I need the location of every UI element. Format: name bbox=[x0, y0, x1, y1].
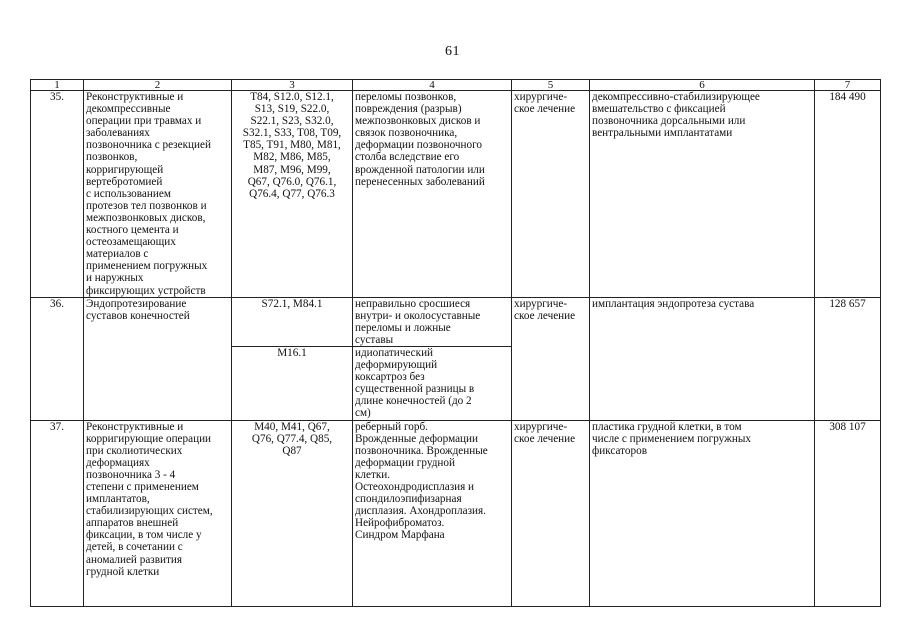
treatment-method: декомпрессивно-стабилизирующее вмешательство с фиксацией позвоночника дорсальными или вентральными имплантатами bbox=[590, 91, 815, 298]
icd-codes: M40, M41, Q67, Q76, Q77.4, Q85, Q87 bbox=[232, 420, 353, 606]
patient-model: реберный горб. Врожденные деформации позвоночника. Врожденные деформации грудной клетки. Остеохондродисплазия и спондилоэпифизарная дисплазия. Ахондроплазия. Нейрофиброматоз. Синдром Марфана bbox=[353, 420, 512, 606]
cost-value: 308 107 bbox=[815, 420, 881, 606]
cost-value: 128 657 bbox=[815, 297, 881, 420]
service-name: Реконструктивные и декомпрессивные операции при травмах и заболеваниях позвоночника с резекцией позвонков, корригирующей вертебротомией с использованием протезов тел позвонков и межпозвонковых дисков, костного цемента и остеозамещающих материалов с применением погружных и наружных фиксирующих устройств bbox=[84, 91, 232, 298]
icd-codes: T84, S12.0, S12.1, S13, S19, S22.0, S22.1, S23, S32.0, S32.1, S33, T08, T09, T85, T91, M80, M81, M82, M86, M85, M87, M96, M99, Q67, Q76.0, Q76.1, Q76.4, Q77, Q76.3 bbox=[232, 91, 353, 298]
column-header: 4 bbox=[353, 80, 512, 91]
patient-model: идиопатический деформирующий коксартроз без существенной разницы в длине конечностей (до 2 см) bbox=[353, 346, 512, 420]
row-number: 37. bbox=[31, 420, 84, 606]
page-number: 61 bbox=[445, 44, 460, 59]
treatment-type: хирургиче- ское лечение bbox=[512, 297, 590, 420]
column-header: 7 bbox=[815, 80, 881, 91]
services-table bbox=[30, 79, 881, 607]
treatment-type: хирургиче- ское лечение bbox=[512, 420, 590, 606]
patient-model: переломы позвонков, повреждения (разрыв) межпозвонковых дисков и связок позвоночника, деформации позвоночного столба вследствие его врожденной патологии или перенесенных заболеваний bbox=[353, 91, 512, 298]
column-number-row bbox=[31, 80, 881, 91]
row-number: 35. bbox=[31, 91, 84, 298]
table-row-36 bbox=[31, 297, 881, 346]
column-header: 3 bbox=[232, 80, 353, 91]
cost-value: 184 490 bbox=[815, 91, 881, 298]
service-name: Реконструктивные и корригирующие операции при сколиотических деформациях позвоночника 3 - 4 степени с применением имплантатов, стабилизирующих систем, аппаратов внешней фиксации, в том числе у детей, в сочетании с аномалией развития грудной клетки bbox=[84, 420, 232, 606]
treatment-type: хирургиче- ское лечение bbox=[512, 91, 590, 298]
column-header: 5 bbox=[512, 80, 590, 91]
icd-codes: M16.1 bbox=[232, 346, 353, 420]
patient-model: неправильно сросшиеся внутри- и околосуставные переломы и ложные суставы bbox=[353, 297, 512, 346]
treatment-method: пластика грудной клетки, в том числе с применением погружных фиксаторов bbox=[590, 420, 815, 606]
row-number: 36. bbox=[31, 297, 84, 420]
table-row-37 bbox=[31, 420, 881, 606]
service-name: Эндопротезирование суставов конечностей bbox=[84, 297, 232, 420]
table-row-35 bbox=[31, 91, 881, 298]
icd-codes: S72.1, M84.1 bbox=[232, 297, 353, 346]
treatment-method: имплантация эндопротеза сустава bbox=[590, 297, 815, 420]
column-header: 2 bbox=[84, 80, 232, 91]
column-header: 1 bbox=[31, 80, 84, 91]
column-header: 6 bbox=[590, 80, 815, 91]
